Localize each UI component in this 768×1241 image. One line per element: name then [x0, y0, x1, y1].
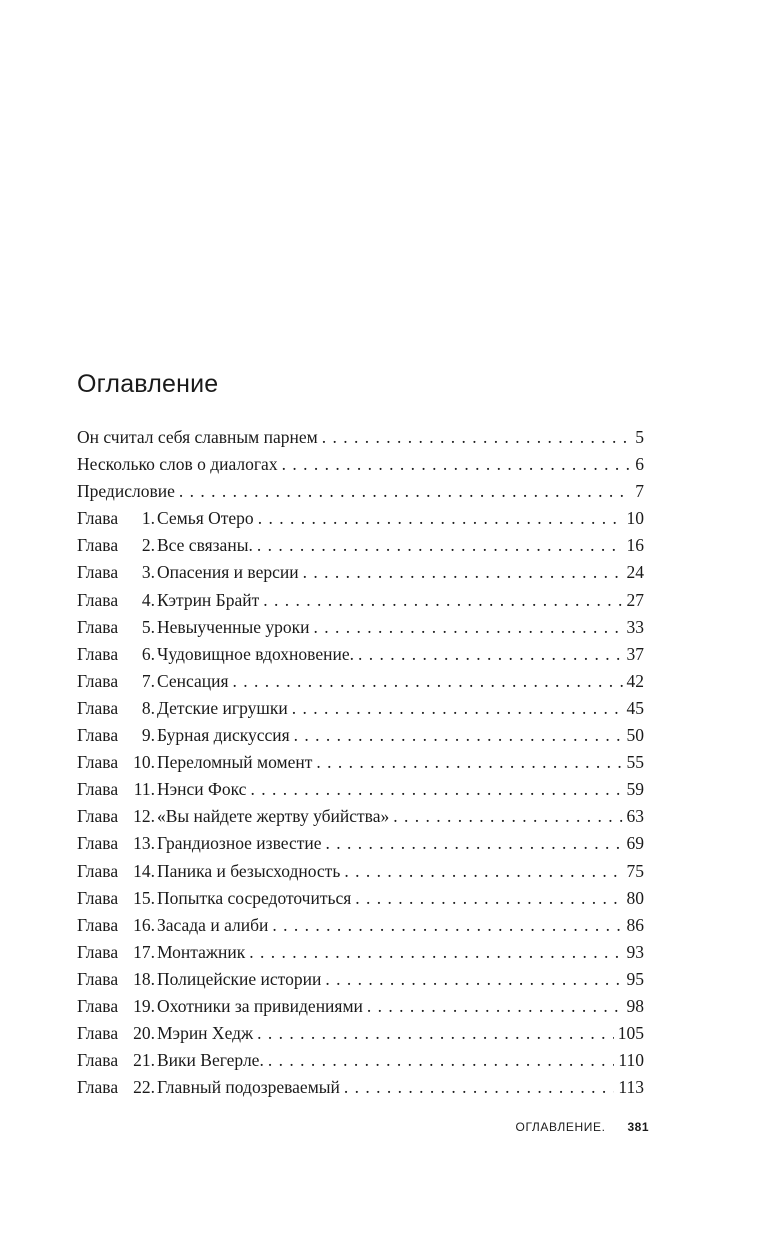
toc-entry[interactable]	[77, 993, 644, 1020]
toc-chapter-index: 10.	[133, 752, 155, 773]
toc-entry-page: 10	[626, 508, 644, 529]
toc-entry[interactable]	[77, 559, 644, 586]
toc-entry-page: 16	[626, 535, 644, 556]
toc-chapter-label: Глава	[77, 1077, 119, 1098]
toc-chapter-number	[77, 749, 157, 776]
toc-entry-title: Вики Вегерле.	[157, 1050, 264, 1071]
toc-chapter-number	[77, 695, 157, 722]
toc-chapter-number	[77, 1074, 157, 1101]
toc-chapter-label: Глава	[77, 887, 119, 908]
toc-entry-page: 86	[626, 914, 644, 935]
toc-chapter-index: 8.	[141, 697, 155, 718]
toc-chapter-index: 7.	[141, 670, 155, 691]
toc-entry-page: 98	[626, 995, 644, 1016]
toc-dot-leader	[358, 641, 623, 668]
toc-entry[interactable]	[77, 912, 644, 939]
toc-chapter-number	[77, 722, 157, 749]
toc-entry-page: 93	[626, 941, 644, 962]
toc-entry[interactable]	[77, 722, 644, 749]
toc-entry-title: Мэрин Хедж	[157, 1023, 254, 1044]
toc-dot-leader	[263, 587, 622, 614]
toc-entry[interactable]	[77, 668, 644, 695]
toc-dot-leader	[303, 559, 623, 586]
toc-entry-title: Полицейские истории	[157, 968, 322, 989]
toc-dot-leader	[257, 532, 623, 559]
toc-entry-page: 45	[626, 697, 644, 718]
toc-entry-page: 37	[626, 643, 644, 664]
toc-chapter-index: 14.	[133, 860, 155, 881]
toc-chapter-index: 20.	[133, 1023, 155, 1044]
toc-dot-leader	[258, 505, 623, 532]
toc-dot-leader	[393, 803, 622, 830]
table-of-contents	[77, 424, 644, 1101]
toc-dot-leader	[326, 830, 623, 857]
toc-chapter-label: Глава	[77, 1050, 119, 1071]
toc-chapter-number	[77, 614, 157, 641]
toc-entry[interactable]	[77, 424, 644, 451]
toc-entry-page: 69	[626, 833, 644, 854]
toc-entry[interactable]	[77, 587, 644, 614]
footer-section-label: ОГЛАВЛЕНИЕ.	[515, 1120, 606, 1134]
toc-entry-title: Предисловие	[77, 481, 175, 502]
footer-page-number: 381	[627, 1120, 649, 1134]
toc-dot-leader	[367, 993, 623, 1020]
toc-chapter-index: 11.	[133, 779, 155, 800]
toc-chapter-index: 6.	[141, 643, 155, 664]
toc-chapter-number	[77, 641, 157, 668]
toc-chapter-label: Глава	[77, 616, 119, 637]
toc-chapter-label: Глава	[77, 643, 119, 664]
toc-entry-page: 80	[626, 887, 644, 908]
toc-chapter-label: Глава	[77, 860, 119, 881]
toc-entry[interactable]	[77, 803, 644, 830]
toc-entry[interactable]	[77, 939, 644, 966]
toc-entry-page: 63	[626, 806, 644, 827]
toc-entry-title: Опасения и версии	[157, 562, 299, 583]
toc-entry-title: Засада и алиби	[157, 914, 269, 935]
toc-entry[interactable]	[77, 1074, 644, 1101]
toc-chapter-label: Глава	[77, 806, 119, 827]
toc-chapter-label: Глава	[77, 589, 119, 610]
toc-entry-page: 110	[618, 1050, 644, 1071]
toc-entry[interactable]	[77, 966, 644, 993]
toc-entry-title: Чудовищное вдохновение.	[157, 643, 354, 664]
toc-chapter-label: Глава	[77, 535, 119, 556]
toc-chapter-index: 4.	[141, 589, 155, 610]
toc-entry-title: Переломный момент	[157, 752, 313, 773]
toc-entry[interactable]	[77, 776, 644, 803]
toc-dot-leader	[322, 424, 630, 451]
toc-chapter-label: Глава	[77, 697, 119, 718]
toc-entry-page: 105	[617, 1023, 644, 1044]
toc-entry-page: 55	[626, 752, 644, 773]
toc-dot-leader	[282, 451, 630, 478]
toc-chapter-label: Глава	[77, 779, 119, 800]
toc-chapter-index: 21.	[133, 1050, 155, 1071]
toc-chapter-number	[77, 993, 157, 1020]
toc-entry[interactable]	[77, 695, 644, 722]
toc-chapter-number	[77, 668, 157, 695]
toc-chapter-index: 2.	[141, 535, 155, 556]
toc-dot-leader	[325, 966, 622, 993]
toc-entry-page: 6	[635, 454, 644, 475]
toc-chapter-number	[77, 559, 157, 586]
toc-dot-leader	[272, 912, 622, 939]
toc-entry-page: 24	[626, 562, 644, 583]
toc-chapter-index: 16.	[133, 914, 155, 935]
toc-entry-page: 5	[635, 427, 644, 447]
toc-chapter-number	[77, 587, 157, 614]
toc-entry[interactable]	[77, 885, 644, 912]
toc-entry[interactable]	[77, 1047, 644, 1074]
toc-dot-leader	[316, 749, 622, 776]
toc-chapter-number	[77, 776, 157, 803]
toc-chapter-number	[77, 885, 157, 912]
toc-dot-leader	[257, 1020, 614, 1047]
toc-chapter-label: Глава	[77, 968, 119, 989]
toc-dot-leader	[314, 614, 623, 641]
toc-entry-title: Попытка сосредоточиться	[157, 887, 352, 908]
toc-chapter-number	[77, 505, 157, 532]
toc-entry[interactable]	[77, 858, 644, 885]
toc-entry-page: 113	[618, 1077, 644, 1098]
toc-chapter-index: 1.	[141, 508, 155, 529]
toc-entry-page: 27	[626, 589, 644, 610]
toc-entry-title: Бурная дискуссия	[157, 725, 290, 746]
toc-dot-leader	[233, 668, 623, 695]
toc-chapter-index: 5.	[141, 616, 155, 637]
toc-entry-title: Грандиозное известие	[157, 833, 322, 854]
toc-chapter-label: Глава	[77, 1023, 119, 1044]
toc-entry-title: Монтажник	[157, 941, 246, 962]
toc-entry-title: Все связаны.	[157, 535, 253, 556]
toc-chapter-number	[77, 966, 157, 993]
toc-entry-title: Паника и безысходность	[157, 860, 341, 881]
toc-entry[interactable]	[77, 478, 644, 505]
running-footer	[516, 1118, 649, 1136]
toc-chapter-index: 19.	[133, 995, 155, 1016]
toc-chapter-number	[77, 803, 157, 830]
toc-entry-page: 33	[626, 616, 644, 637]
toc-dot-leader	[249, 939, 622, 966]
toc-dot-leader	[294, 722, 623, 749]
toc-chapter-number	[77, 1047, 157, 1074]
toc-chapter-index: 3.	[141, 562, 155, 583]
toc-chapter-number	[77, 1020, 157, 1047]
toc-chapter-label: Глава	[77, 508, 119, 529]
toc-chapter-number	[77, 912, 157, 939]
toc-chapter-label: Глава	[77, 941, 119, 962]
toc-entry-page: 50	[626, 725, 644, 746]
toc-chapter-index: 13.	[133, 833, 155, 854]
toc-dot-leader	[250, 776, 622, 803]
toc-entry-title: Невыученные уроки	[157, 616, 310, 637]
toc-dot-leader	[355, 885, 622, 912]
toc-chapter-number	[77, 830, 157, 857]
toc-chapter-index: 17.	[133, 941, 155, 962]
toc-chapter-index: 12.	[133, 806, 155, 827]
toc-entry-page: 59	[626, 779, 644, 800]
toc-chapter-label: Глава	[77, 914, 119, 935]
toc-chapter-label: Глава	[77, 725, 119, 746]
toc-entry-title: Он считал себя славным парнем	[77, 427, 318, 447]
toc-chapter-label: Глава	[77, 670, 119, 691]
toc-entry-title: Охотники за привидениями	[157, 995, 363, 1016]
toc-chapter-index: 15.	[133, 887, 155, 908]
toc-entry[interactable]	[77, 641, 644, 668]
toc-entry-title: «Вы найдете жертву убийства»	[157, 806, 390, 827]
toc-entry-title: Несколько слов о диалогах	[77, 454, 278, 475]
toc-chapter-index: 18.	[133, 968, 155, 989]
toc-chapter-number	[77, 532, 157, 559]
toc-entry-title: Детские игрушки	[157, 697, 288, 718]
toc-entry-title: Кэтрин Брайт	[157, 589, 260, 610]
toc-chapter-label: Глава	[77, 752, 119, 773]
toc-dot-leader	[344, 1074, 615, 1101]
toc-entry[interactable]	[77, 1020, 644, 1047]
toc-entry-page: 75	[626, 860, 644, 881]
toc-entry-title: Сенсация	[157, 670, 229, 691]
toc-chapter-label: Глава	[77, 562, 119, 583]
page-title: Оглавление	[77, 370, 219, 398]
toc-entry-title: Нэнси Фокс	[157, 779, 247, 800]
toc-entry-title: Главный подозреваемый	[157, 1077, 340, 1098]
toc-dot-leader	[292, 695, 623, 722]
toc-dot-leader	[344, 858, 622, 885]
toc-dot-leader	[268, 1047, 615, 1074]
toc-entry-title: Семья Отеро	[157, 508, 254, 529]
toc-entry[interactable]	[77, 749, 644, 776]
toc-chapter-index: 9.	[141, 725, 155, 746]
toc-chapter-number	[77, 939, 157, 966]
toc-entry[interactable]	[77, 532, 644, 559]
toc-dot-leader	[179, 478, 630, 505]
toc-entry-page: 42	[626, 670, 644, 691]
toc-chapter-number	[77, 858, 157, 885]
toc-entry[interactable]	[77, 451, 644, 478]
toc-entry[interactable]	[77, 614, 644, 641]
toc-chapter-label: Глава	[77, 995, 119, 1016]
toc-chapter-label: Глава	[77, 833, 119, 854]
toc-chapter-index: 22.	[133, 1077, 155, 1098]
toc-entry-page: 7	[635, 481, 644, 502]
toc-entry[interactable]	[77, 505, 644, 532]
toc-entry-page: 95	[626, 968, 644, 989]
toc-entry[interactable]	[77, 830, 644, 857]
